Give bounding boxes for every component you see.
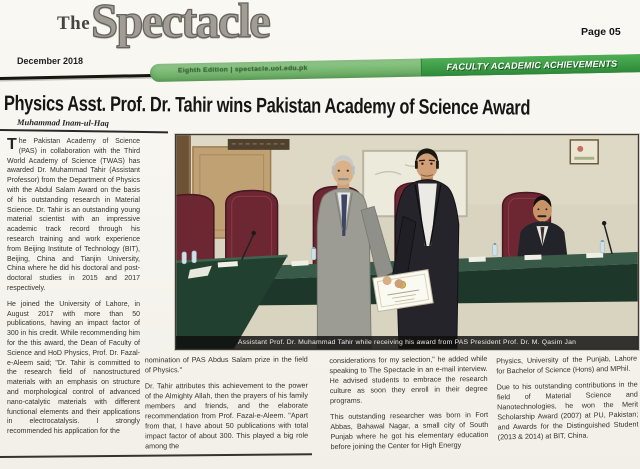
headline: Physics Asst. Prof. Dr. Tahir wins Pakistan Academy of Science Award	[3, 92, 531, 120]
paragraph: He joined the University of Lahore, in August 2017 with more than 50 publications, having an impact factor of 300 in his credit. While recommending him for the this award, the Dean of Faculty of Science and HoD Physics, Prof. Dr. Fazal-e-Aleem said; "Dr. Tahir is committed to the research field of nanostructured materials with an emphasis on structure and morphological control of advanced nano-catalytic materials with different functional elements and their applications in electrocatalysis. I strongly recommended his application for the	[7, 300, 140, 436]
edition-text: Eighth Edition | spectacle.uol.edu.pk	[177, 64, 308, 75]
page-number: Page 05	[581, 26, 621, 38]
photo-figure	[175, 134, 639, 350]
paragraph: This outstanding researcher was born in Fort Abbas, Bahawal Nagar, a small city of South Punjab where he got his elementary education before joining the Center for High Energy	[330, 409, 489, 451]
award-ceremony-photo	[176, 135, 638, 349]
masthead-the: The	[57, 13, 91, 34]
paragraph: Dr. Tahir attributes this achievement to the power of the Almighty Allah, then the prayers of his family members and friends, and the elaborate recommendation from Prof. Fazal-e-Aleem. "Apart from that, I have about 50 publications with total impact factor of about 300. This played a big role among the	[144, 380, 309, 450]
masthead-title: Spectacle	[91, 0, 269, 48]
photo-caption: Assistant Prof. Dr. Muhammad Tahir while receiving his award from PAS President Prof. Dr. M. Qasim Jan	[176, 336, 638, 349]
edition-ribbon	[150, 54, 640, 82]
paragraph-text: he Pakistan Academy of Science (PAS) in collaboration with the Third World Academy of Science (TWAS) has awarded Dr. Muhammad Tahir (Assistant Professor) from the Department of Physics with the Abdul Salam Award on the basis of his outstanding research in Material Science. Dr. Tahir is an outstanding young material scientist with an impressive academic track record through his research training and work experience from Beijing Institute of Technology (BIT), Beijing, China and Tianjin University, China where he did his doctoral and post-doctoral studies in 2015 and 2017 respectively.	[7, 138, 140, 292]
issue-date: December 2018	[17, 56, 84, 66]
paragraph: considerations for my selection," he added while speaking to The Spectacle in an e-mail interview. He advised students to embrace the research culture as soon they enroll in their degree programs.	[329, 353, 488, 405]
paragraph: nomination of PAS Abdus Salam prize in the field of Physics."	[144, 354, 308, 375]
section-banner: FACULTY ACADEMIC ACHIEVEMENTS	[421, 54, 640, 76]
paragraph	[7, 137, 140, 294]
byline: Muhammad Inam-ul-Haq	[16, 117, 109, 128]
article-column-2	[145, 355, 308, 457]
article-column-4	[496, 354, 639, 448]
drop-cap: T	[7, 136, 17, 153]
article-column-3	[329, 354, 488, 458]
byline-rule	[0, 129, 168, 133]
paragraph: Physics, University of the Punjab, Lahore for Bachelor of Science (Hons) and MPhil.	[496, 353, 638, 376]
article-column-1	[7, 137, 140, 443]
paragraph: Due to his outstanding contributions in the field of Material Science and Nanotechnologies, he won the Merit Scholarship Award (2007) at PU, Pakistan; and Awards for the Distinguished Student (2013 & 2014) at BIT, China.	[496, 379, 639, 442]
